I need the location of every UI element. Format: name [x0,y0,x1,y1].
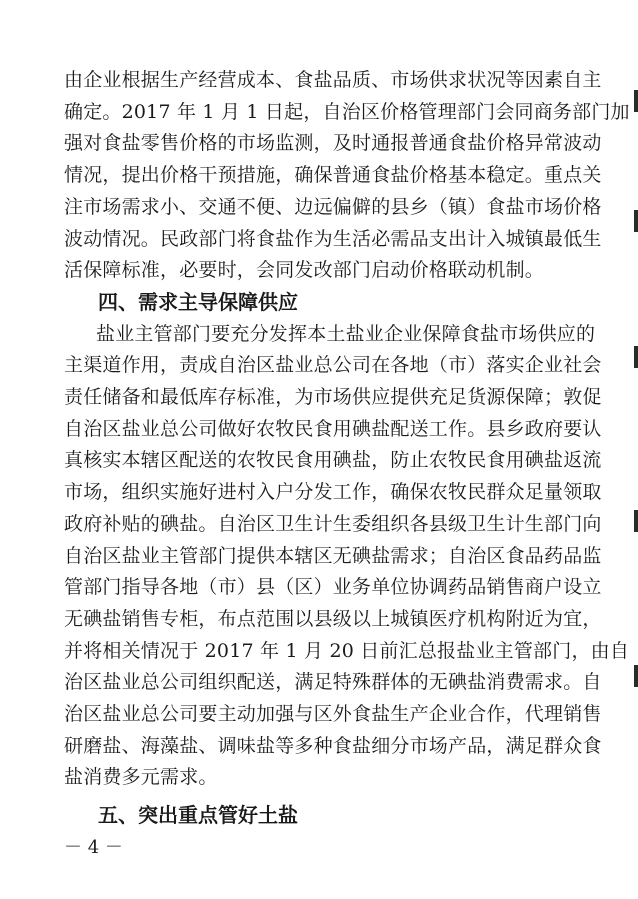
paragraph-line: 确定。2017 年 1 月 1 日起，自治区价格管理部门会同商务部门加 [64,101,630,123]
paragraph-line: 自治区盐业主管部门提供本辖区无碘盐需求；自治区食品药品监 [64,545,602,567]
scan-edge-mark [634,510,638,532]
paragraph-line: 活保障标准，必要时，会同发改部门启动价格联动机制。 [64,259,545,281]
section-heading-5: 五、突出重点管好土盐 [98,803,298,827]
paragraph-line: 治区盐业总公司要主动加强与区外食盐生产企业合作，代理销售 [64,703,602,725]
paragraph-line: 由企业根据生产经营成本、食盐品质、市场供求状况等因素自主 [64,69,602,91]
paragraph-line: 研磨盐、海藻盐、调味盐等多种食盐细分市场产品，满足群众食 [64,735,602,757]
page-number: － 4 － [64,837,123,858]
paragraph-line: 责任储备和最低库存标准，为市场供应提供充足货源保障；敦促 [64,386,602,408]
section-heading-4: 四、需求主导保障供应 [98,290,298,314]
paragraph-line: 注市场需求小、交通不便、边远偏僻的县乡（镇）食盐市场价格 [64,196,602,218]
paragraph-line: 无碘盐销售专柜，布点范围以县级以上城镇医疗机构附近为宜， [64,608,602,630]
paragraph-line: 波动情况。民政部门将食盐作为生活必需品支出计入城镇最低生 [64,228,602,250]
paragraph-line: 管部门指导各地（市）县（区）业务单位协调药品销售商户设立 [64,576,602,598]
paragraph-line: 政府补贴的碘盐。自治区卫生计生委组织各县级卫生计生部门向 [64,513,602,535]
paragraph-line: 并将相关情况于 2017 年 1 月 20 日前汇总报盐业主管部门，由自 [64,640,630,662]
paragraph-line: 自治区盐业总公司做好农牧民食用碘盐配送工作。县乡政府要认 [64,418,602,440]
paragraph-line: 情况，提出价格干预措施，确保普通食盐价格基本稳定。重点关 [64,164,602,186]
scan-edge-mark [634,90,638,112]
paragraph-line: 治区盐业总公司组织配送，满足特殊群体的无碘盐消费需求。自 [64,671,602,693]
paragraph-line: 市场，组织实施好进村入户分发工作，确保农牧民群众足量领取 [64,481,602,503]
scan-edge-mark [634,210,638,232]
scan-edge-mark [634,346,638,368]
paragraph-line: 强对食盐零售价格的市场监测，及时通报普通食盐价格异常波动 [64,132,602,154]
paragraph-line: 主渠道作用，责成自治区盐业总公司在各地（市）落实企业社会 [64,354,602,376]
scan-edge-mark [634,665,638,687]
paragraph-line: 真核实本辖区配送的农牧民食用碘盐，防止农牧民食用碘盐返流 [64,449,602,471]
paragraph-line: 盐消费多元需求。 [64,766,218,788]
paragraph-line: 盐业主管部门要充分发挥本土盐业企业保障食盐市场供应的 [96,323,596,345]
